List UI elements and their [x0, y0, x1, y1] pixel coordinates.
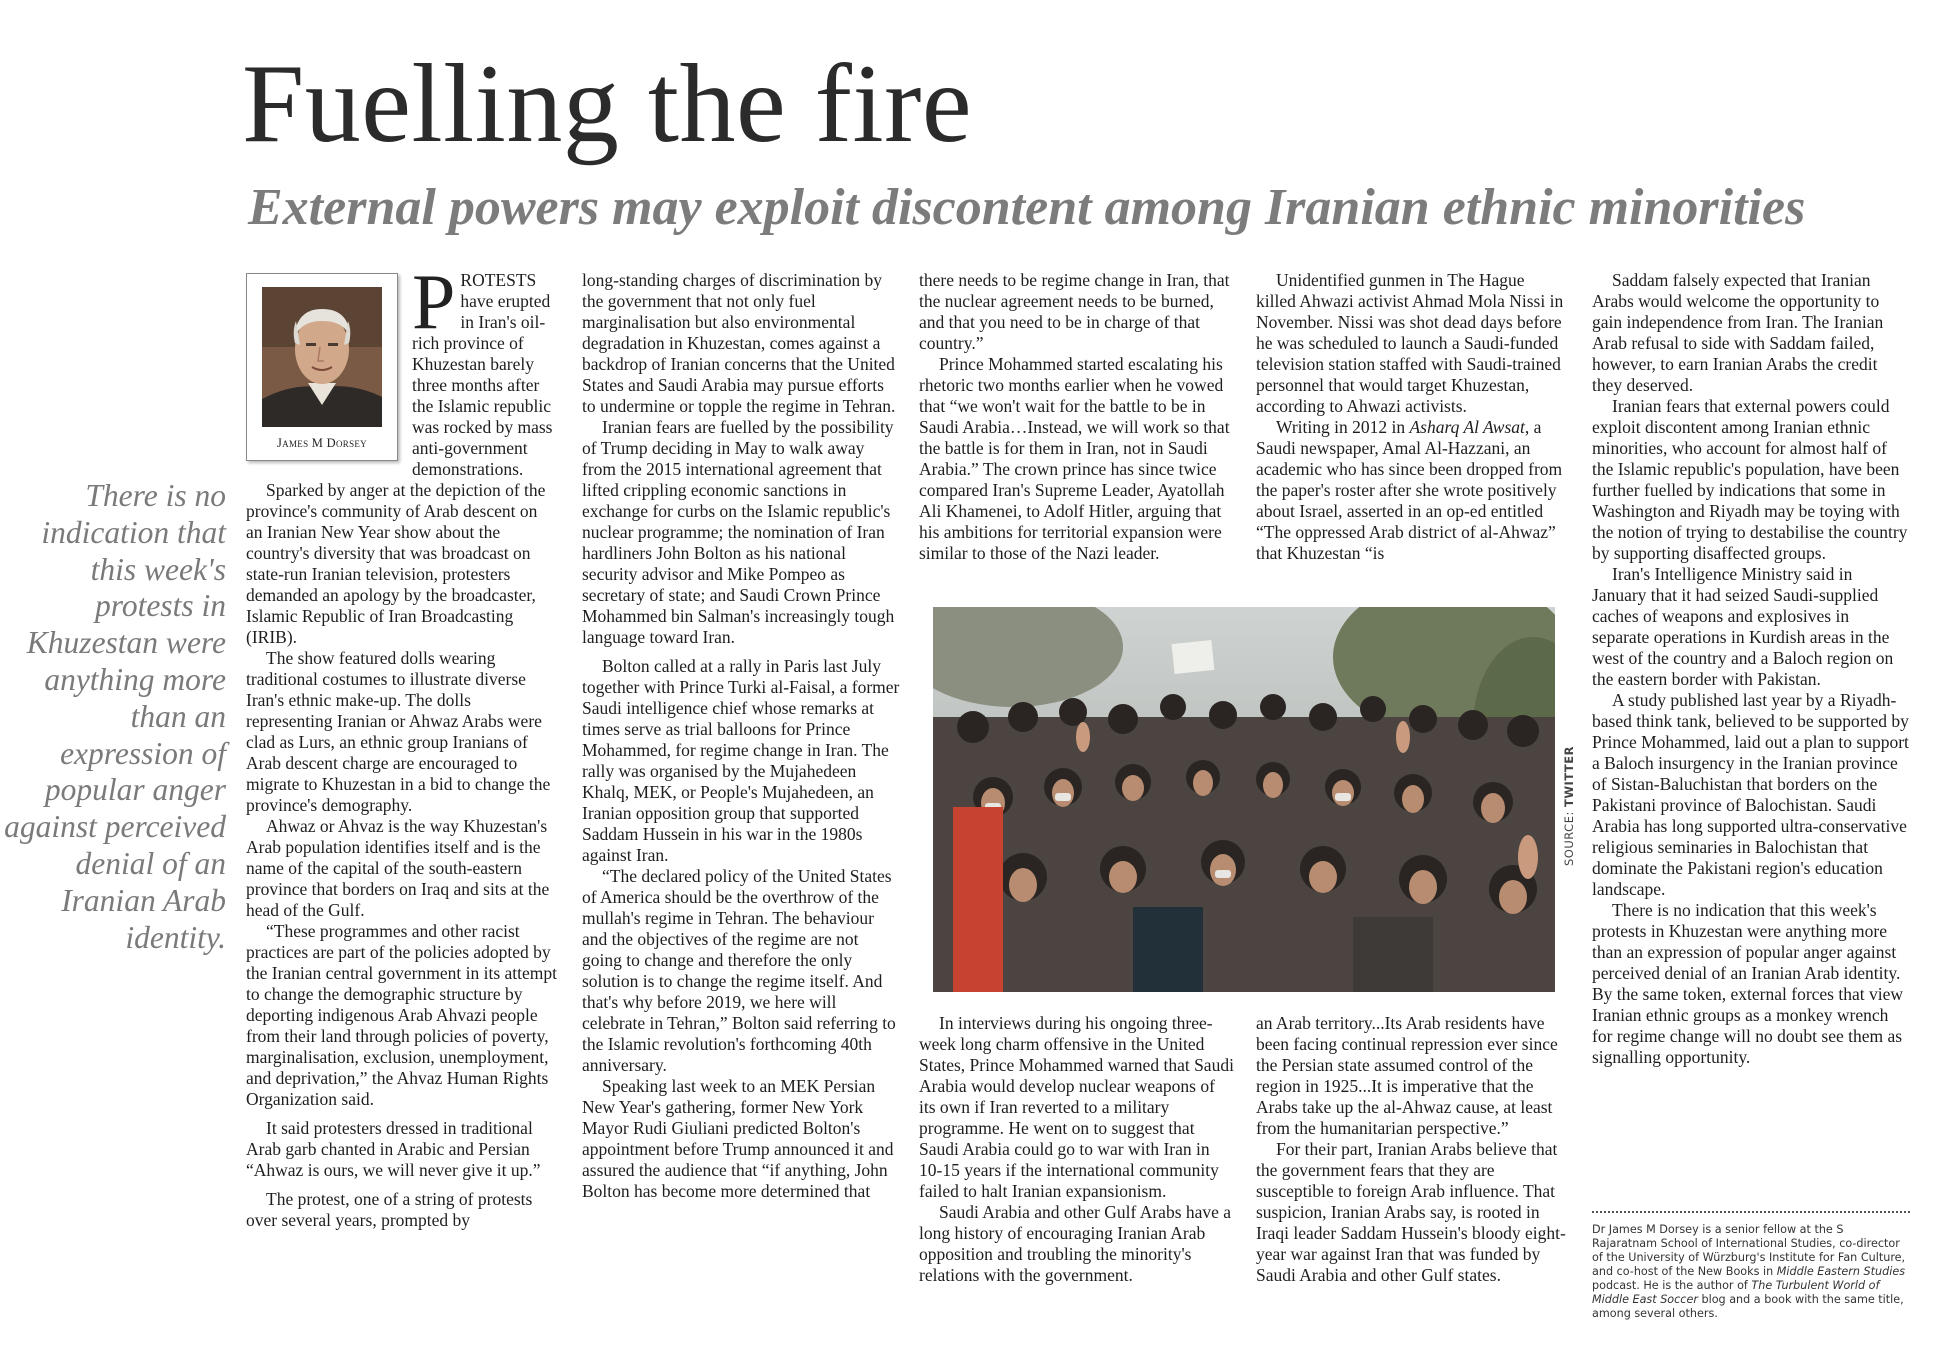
- article-column-2: [582, 270, 900, 1202]
- body-paragraph: Iranian fears that external powers could exploit discontent among Iranian ethnic minorities, who account for almost half of the Islamic republic's population, have been further fuelled by indications that some in Washington and Riyadh may be toying with the notion of trying to destabilise the country by supporting disaffected groups.: [1592, 396, 1908, 563]
- article-column-4: [1256, 270, 1566, 564]
- body-paragraph: Iran's Intelligence Ministry said in January that it had seized Saudi-supplied caches of weapons and explosives in separate operations in Kurdish areas in the west of the country and a Baloch region on the eastern border with Pakistan.: [1592, 564, 1894, 689]
- article-column-1: [246, 258, 558, 1231]
- body-paragraph: Saudi Arabia and other Gulf Arabs have a long history of encouraging Iranian Arab opposition and troubling the minority's relations with the government.: [919, 1202, 1232, 1285]
- body-paragraph: Unidentified gunmen in The Hague killed Ahwazi activist Ahmad Mola Nissi in November. Nissi was shot dead days before he was scheduled to launch a Saudi-funded television station staffed with Saudi-trained personnel that would target Khuzestan, according to Ahwazi activists.: [1256, 270, 1564, 416]
- body-paragraph: The protest, one of a string of protests over several years, prompted by: [246, 1189, 533, 1230]
- article-column-5: [1592, 270, 1910, 1068]
- body-paragraph: For their part, Iranian Arabs believe that the government fears that they are susceptible to foreign Arab influence. That suspicion, Iranian Arabs say, is rooted in Iraqi leader Saddam Hussein's bloody eight-year war against Iran that was funded by Saudi Arabia and other Gulf states.: [1256, 1139, 1566, 1285]
- bio-podcast-title: Middle Eastern Studies: [1776, 1265, 1906, 1278]
- body-paragraph: an Arab territory...Its Arab residents have been facing continual repression ever since the Persian state assumed control of the region in 1925...It is imperative that the Arabs take up the al-Ahwaz cause, at least from the humanitarian perspective.”: [1256, 1013, 1558, 1138]
- body-paragraph: It said protesters dressed in traditional Arab garb chanted in Arabic and Persian “Ahwaz is ours, we will never give it up.”: [246, 1118, 541, 1180]
- body-paragraph: Sparked by anger at the depiction of the province's community of Arab descent on an Iranian New Year show about the country's diversity that was broadcast on state-run Iranian television, protesters demanded an apology by the broadcaster, Islamic Republic of Iran Broadcasting (IRIB).: [246, 480, 546, 647]
- body-paragraph: The show featured dolls wearing traditional costumes to illustrate diverse Iran's ethnic make-up. The dolls representing Iranian or Ahwaz Arabs were clad as Lurs, an ethnic group Iranians of Arab descent charge are encouraged to migrate to Khuzestan in a bid to change the province's demography.: [246, 648, 551, 815]
- body-paragraph: Iranian fears are fuelled by the possibility of Trump deciding in May to walk away from the 2015 international agreement that lifted crippling economic sanctions in exchange for curbs on the Islamic republic's nuclear programme; the nomination of Iran hardliners John Bolton as his national security advisor and Mike Pompeo as secretary of state; and Saudi Crown Prince Mohammed bin Salman's increasingly tough language toward Iran.: [582, 417, 895, 647]
- photo-credit-label: SOURCE:: [1562, 811, 1576, 866]
- body-paragraph: Saddam falsely expected that Iranian Arabs would welcome the opportunity to gain independence from Iran. The Iranian Arab refusal to side with Saddam failed, however, to earn Iranian Arabs the credit they deserved.: [1592, 270, 1884, 395]
- photo-credit: [1562, 746, 1576, 866]
- body-paragraph: A study published last year by a Riyadh-based think tank, believed to be supported by Prince Mohammed, laid out a plan to support a Baloch insurgency in the Iranian province of Sistan-Baluchistan that borders on the Pakistani province of Balochistan. Saudi Arabia has long supported ultra-conservative religious seminaries in Balochistan that dominate the Pakistani region's education landscape.: [1592, 690, 1909, 899]
- body-text: Writing in 2012 in: [1276, 417, 1410, 437]
- article-column-4-continued: [1256, 1013, 1566, 1286]
- bio-blog-title: The Turbulent World of Middle East Soccer: [1592, 1279, 1880, 1306]
- lead-caps: ROTESTS: [460, 270, 537, 290]
- author-card: [246, 273, 398, 461]
- photo-credit-source: TWITTER: [1562, 746, 1576, 807]
- publication-name: Asharq Al Awsat: [1409, 417, 1525, 437]
- body-text: have erupted in Iran's oil-rich province of Khuzestan barely three months after the Islamic republic was rocked by mass anti-government demonstrations.: [412, 291, 553, 479]
- pull-quote: There is no indication that this week's protests in Khuzestan were anything more than an expression of popular anger against perceived denial of an Iranian Arab identity.: [4, 478, 226, 955]
- body-paragraph: long-standing charges of discrimination by the government that not only fuel marginalisation but also environmental degradation in Khuzestan, comes against a backdrop of Iranian concerns that the United States and Saudi Arabia may pursue efforts to undermine or topple the regime in Tehran.: [582, 270, 896, 416]
- headline: Fuelling the fire: [242, 42, 973, 166]
- body-paragraph: There is no indication that this week's protests in Khuzestan were anything more than an expression of popular anger against perceived denial of an Iranian Arab identity. By the same token, external forces that view Iranian ethnic groups as a monkey wrench for regime change will no doubt see them as signalling opportunity.: [1592, 900, 1904, 1067]
- bio-divider: [1592, 1211, 1910, 1213]
- drop-cap: P: [412, 258, 456, 345]
- bio-text: blog and a book with the same title, among several others.: [1592, 1293, 1904, 1320]
- body-paragraph: “These programmes and other racist practices are part of the policies adopted by the Iranian central government in its attempt to change the demographic structure by deporting indigenous Arab Ahvazi people from their land through policies of poverty, marginalisation, exclusion, unemployment, and deprivation,” the Ahvaz Human Rights Organization said.: [246, 921, 558, 1109]
- subheadline: External powers may exploit discontent among Iranian ethnic minorities: [248, 179, 1806, 236]
- author-bio: [1592, 1223, 1910, 1321]
- bio-text: Dr James M Dorsey is a senior fellow at the S Rajaratnam School of International Studies, co-director of the University of Würzburg's Institute for Fan Culture, and co-host of the New Books in: [1592, 1223, 1906, 1278]
- body-paragraph: Speaking last week to an MEK Persian New Year's gathering, former New York Mayor Rudi Giuliani predicted Bolton's appointment before Trump announced it and assured the audience that “if anything, John Bolton has become more determined that: [582, 1076, 894, 1201]
- body-paragraph: Ahwaz or Ahvaz is the way Khuzestan's Arab population identifies itself and is the name of the capital of the south-eastern province that borders on Iraq and sits at the head of the Gulf.: [246, 816, 550, 920]
- author-name: James M Dorsey: [277, 436, 367, 450]
- bio-text: podcast. He is the author of: [1592, 1279, 1752, 1292]
- body-paragraph: [1256, 417, 1566, 564]
- body-text: , a Saudi newspaper, Amal Al-Hazzani, an academic who has since been dropped from the paper's roster after she wrote positively about Israel, asserted in an op-ed entitled “The oppressed Arab district of al-Ahwaz” that Khuzestan “is: [1256, 417, 1563, 563]
- body-paragraph: Prince Mohammed started escalating his rhetoric two months earlier when he vowed that “we won't wait for the battle to be in Saudi Arabia…Instead, we will work so that the battle is for them in Iran, not in Saudi Arabia.” The crown prince has since twice compared Iran's Supreme Leader, Ayatollah Ali Khamenei, to Adolf Hitler, arguing that his ambitions for territorial expansion were similar to those of the Nazi leader.: [919, 354, 1230, 563]
- author-portrait-icon: [262, 287, 382, 427]
- body-paragraph: “The declared policy of the United States of America should be the overthrow of the mullah's regime in Tehran. The behaviour and the objectives of the regime are not going to change and therefore the only solution is to change the regime itself. And that's why before 2019, we here will celebrate in Tehran,” Bolton said referring to the Islamic revolution's forthcoming 40th anniversary.: [582, 866, 896, 1075]
- body-paragraph: there needs to be regime change in Iran, that the nuclear agreement needs to be burned, and that you need to be in charge of that country.”: [919, 270, 1230, 353]
- body-paragraph: In interviews during his ongoing three-week long charm offensive in the United States, Prince Mohammed warned that Saudi Arabia would develop nuclear weapons of its own if Iran reverted to a military programme. He went on to suggest that Saudi Arabia could go to war with Iran in 10-15 years if the international community failed to halt Iranian expansionism.: [919, 1013, 1234, 1201]
- body-paragraph: Bolton called at a rally in Paris last July together with Prince Turki al-Faisal, a former Saudi intelligence chief whose remarks at times serve as trial balloons for Prince Mohammed, for regime change in Iran. The rally was organised by the Mujahedeen Khalq, MEK, or People's Mujahedeen, an Iranian opposition group that supported Saddam Hussein in his war in the 1980s against Iran.: [582, 656, 900, 865]
- article-column-3-continued: [919, 1013, 1235, 1286]
- article-column-3: [919, 270, 1235, 564]
- protest-crowd-photo-icon: [933, 607, 1555, 992]
